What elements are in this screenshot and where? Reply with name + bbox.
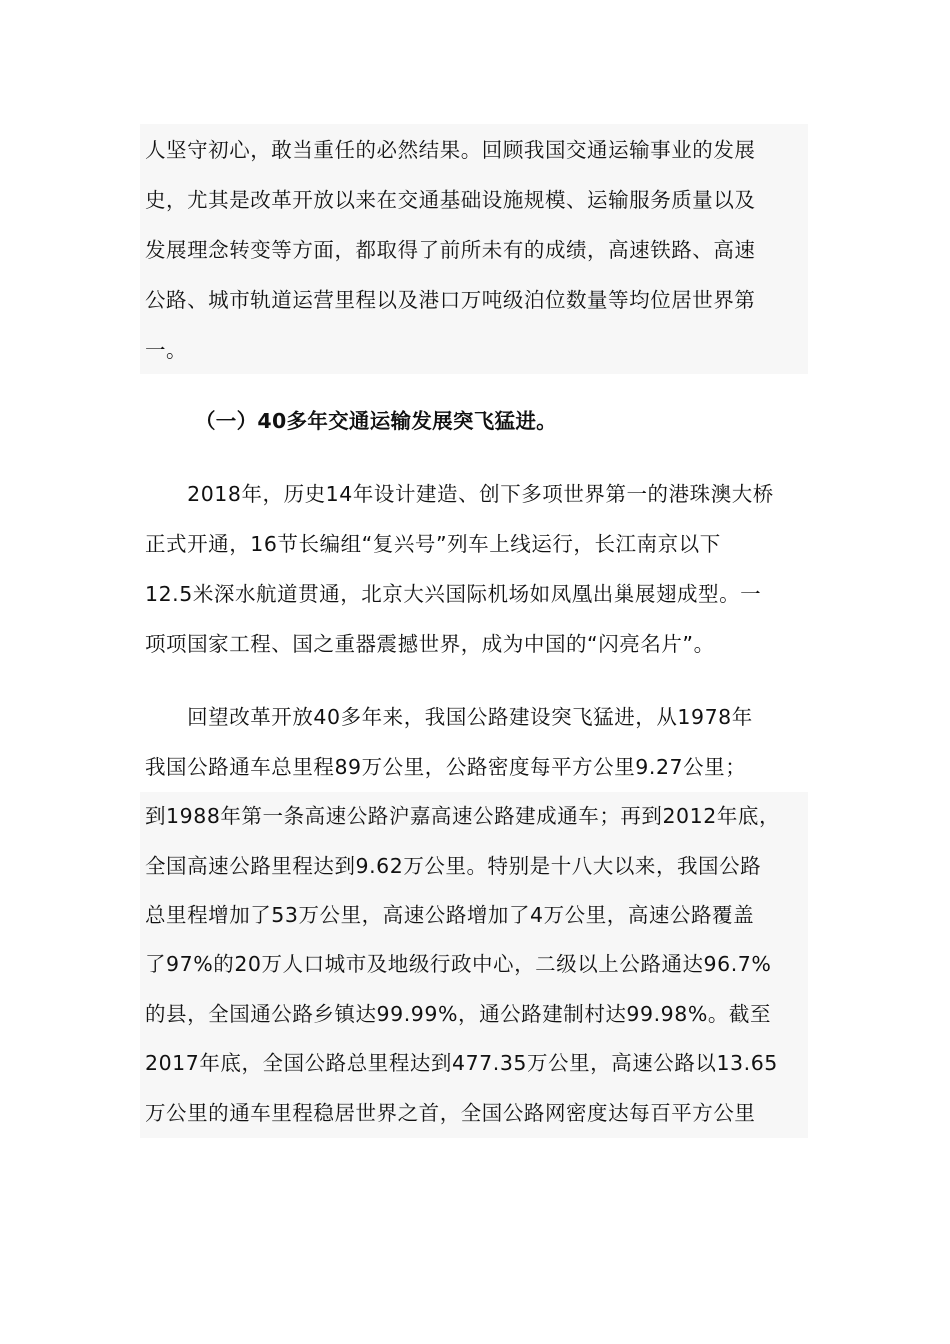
text-line: 2018年，历史14年设计建造、创下多项世界第一的港珠澳大桥 <box>145 482 774 506</box>
text-line: 正式开通，16节长编组“复兴号”列车上线运行，长江南京以下 <box>145 532 721 556</box>
text-line: 12.5米深水航道贯通，北京大兴国际机场如凤凰出巢展翅成型。一 <box>145 582 762 606</box>
section-heading: （一）40多年交通运输发展突飞猛进。 <box>195 409 557 433</box>
text-line: 总里程增加了53万公里，高速公路增加了4万公里，高速公路覆盖 <box>145 903 755 927</box>
text-line: 项项国家工程、国之重器震撼世界，成为中国的“闪亮名片”。 <box>145 632 715 656</box>
text-line: 的县，全国通公路乡镇达99.99%，通公路建制村达99.98%。截至 <box>145 1002 772 1026</box>
text-line: 史，尤其是改革开放以来在交通基础设施规模、运输服务质量以及 <box>145 188 756 212</box>
text-line: 公路、城市轨道运营里程以及港口万吨级泊位数量等均位居世界第 <box>145 288 756 312</box>
text-line: 了97%的20万人口城市及地级行政中心，二级以上公路通达96.7% <box>145 952 772 976</box>
text-line: 2017年底，全国公路总里程达到477.35万公里，高速公路以13.65 <box>145 1051 778 1075</box>
text-line: 一。 <box>145 338 188 362</box>
text-line: 万公里的通车里程稳居世界之首，全国公路网密度达每百平方公里 <box>145 1101 756 1125</box>
text-line: 我国公路通车总里程89万公里，公路密度每平方公里9.27公里； <box>145 755 747 779</box>
text-line: 发展理念转变等方面，都取得了前所未有的成绩，高速铁路、高速 <box>145 238 756 262</box>
text-line: 全国高速公路里程达到9.62万公里。特别是十八大以来，我国公路 <box>145 854 762 878</box>
text-line: 回望改革开放40多年来，我国公路建设突飞猛进，从1978年 <box>145 705 753 729</box>
text-line: 到1988年第一条高速公路沪嘉高速公路建成通车；再到2012年底， <box>145 804 780 828</box>
text-line: 人坚守初心，敢当重任的必然结果。回顾我国交通运输事业的发展 <box>145 138 756 162</box>
